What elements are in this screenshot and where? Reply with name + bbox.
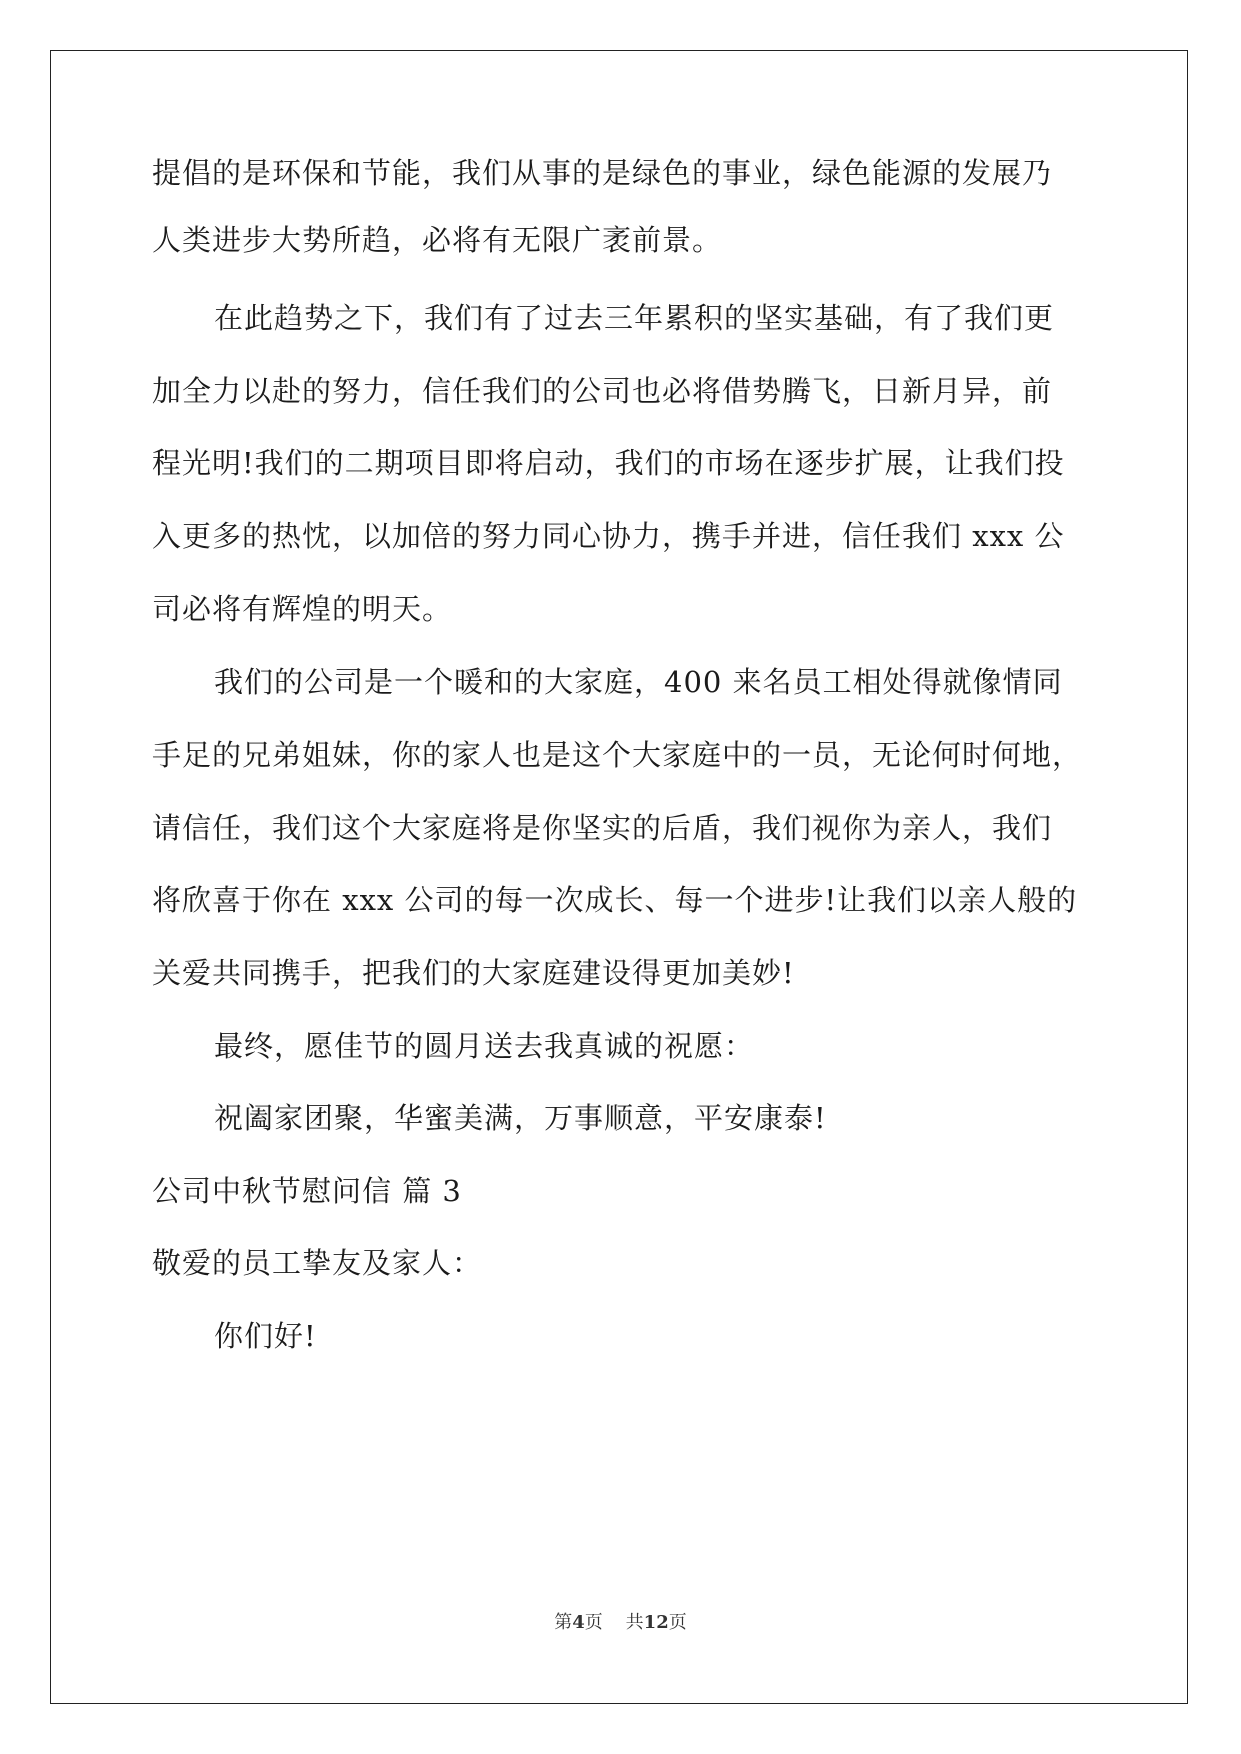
- paragraph-line: 手足的兄弟姐妹，你的家人也是这个大家庭中的一员，无论何时何地，: [152, 738, 1083, 772]
- footer-page-suffix: 页: [584, 1612, 603, 1633]
- paragraph-line: 将欣喜于你在 xxx 公司的每一次成长、每一个进步!让我们以亲人般的: [152, 883, 1078, 917]
- paragraph-line: 祝阖家团聚，华蜜美满，万事顺意，平安康泰!: [214, 1101, 827, 1135]
- current-page-number: 4: [572, 1612, 585, 1633]
- greeting: 你们好!: [214, 1319, 317, 1353]
- paragraph-line: 程光明!我们的二期项目即将启动，我们的市场在逐步扩展，让我们投: [152, 446, 1065, 480]
- total-page-count: 12: [643, 1612, 669, 1633]
- paragraph-line: 关爱共同携手，把我们的大家庭建设得更加美妙!: [152, 956, 795, 990]
- paragraph-line: 提倡的是环保和节能，我们从事的是绿色的事业，绿色能源的发展乃: [152, 156, 1053, 190]
- salutation: 敬爱的员工挚友及家人：: [152, 1246, 483, 1280]
- paragraph-line: 请信任，我们这个大家庭将是你坚实的后盾，我们视你为亲人，我们: [152, 811, 1053, 845]
- paragraph-line: 入更多的热忱，以加倍的努力同心协力，携手并进，信任我们 xxx 公: [152, 519, 1065, 553]
- paragraph-line: 司必将有辉煌的明天。: [152, 592, 453, 626]
- page-footer: [0, 1608, 1241, 1634]
- paragraph-line: 在此趋势之下，我们有了过去三年累积的坚实基础，有了我们更: [214, 301, 1055, 335]
- paragraph-line: 最终，愿佳节的圆月送去我真诚的祝愿：: [214, 1029, 755, 1063]
- paragraph-line: 人类进步大势所趋，必将有无限广袤前景。: [152, 223, 723, 257]
- paragraph-line: 我们的公司是一个暖和的大家庭，400 来名员工相处得就像情同: [214, 665, 1063, 699]
- footer-prefix: 第: [554, 1612, 573, 1633]
- section-title: 公司中秋节慰问信 篇 3: [152, 1174, 462, 1208]
- footer-total-prefix: 共: [625, 1612, 644, 1633]
- footer-total-suffix: 页: [668, 1612, 687, 1633]
- paragraph-line: 加全力以赴的努力，信任我们的公司也必将借势腾飞，日新月异，前: [152, 374, 1053, 408]
